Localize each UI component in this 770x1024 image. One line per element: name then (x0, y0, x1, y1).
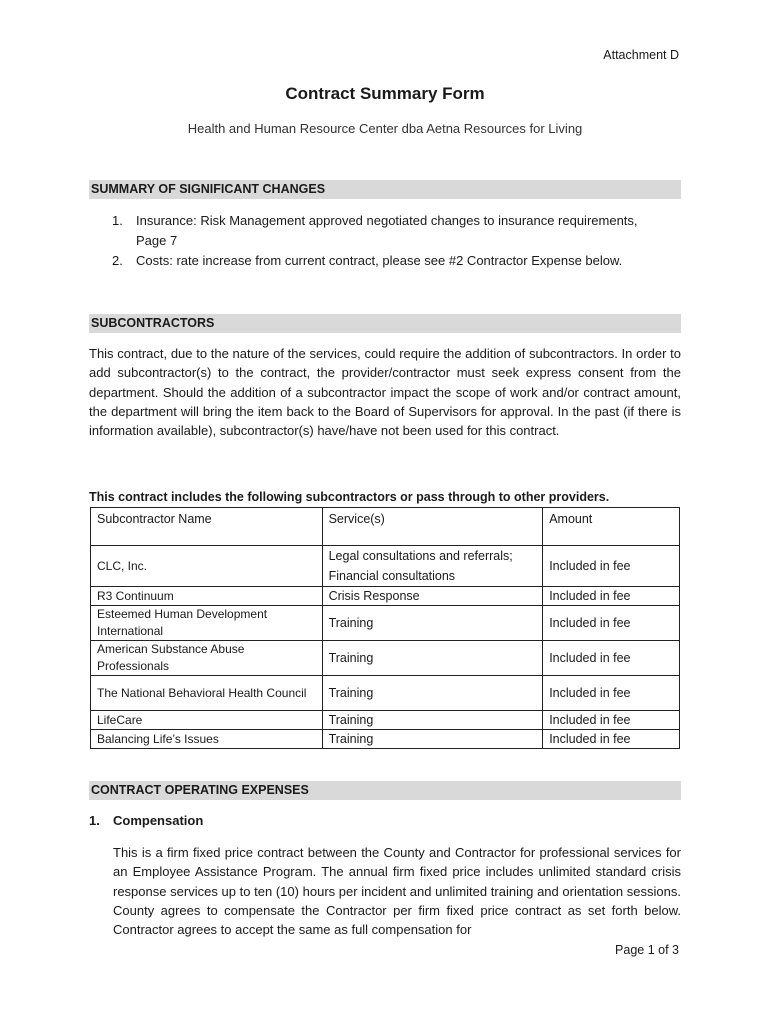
cell-name: CLC, Inc. (91, 546, 323, 587)
column-header: Amount (543, 508, 680, 546)
summary-list (112, 211, 682, 271)
column-header: Service(s) (322, 508, 543, 546)
page-number: Page 1 of 3 (615, 943, 679, 957)
expenses-heading: CONTRACT OPERATING EXPENSES (89, 781, 681, 800)
cell-name: The National Behavioral Health Council (91, 676, 323, 711)
cell-name: Esteemed Human Development International (91, 606, 323, 641)
table-row (91, 730, 680, 749)
cell-name: American Substance Abuse Professionals (91, 641, 323, 676)
cell-service: Crisis Response (322, 587, 543, 606)
heading-number: 1. (89, 813, 100, 828)
list-text: Costs: rate increase from current contract, please see #2 Contractor Expense below. (136, 253, 623, 268)
cell-amount: Included in fee (543, 730, 680, 749)
table-row (91, 641, 680, 676)
list-item (112, 251, 682, 271)
list-number: 1. (112, 213, 123, 228)
cell-name: LifeCare (91, 711, 323, 730)
list-number: 2. (112, 253, 123, 268)
column-header: Subcontractor Name (91, 508, 323, 546)
summary-heading: SUMMARY OF SIGNIFICANT CHANGES (89, 180, 681, 199)
table-row (91, 606, 680, 641)
table-header-row (91, 508, 680, 546)
cell-amount: Included in fee (543, 587, 680, 606)
compensation-paragraph: This is a firm fixed price contract between the County and Contractor for professional services for an Employee Assistance Program. The annual firm fixed price includes unlimited standard crisis response services up to ten (10) hours per incident and unlimited training and orientation sessions. County agrees to compensate the Contractor per firm fixed price contract as set forth below. Contractor agrees to accept the same as full compensation for (113, 845, 681, 938)
cell-name: R3 Continuum (91, 587, 323, 606)
cell-service: Training (322, 606, 543, 641)
cell-name: Balancing Life’s Issues (91, 730, 323, 749)
subcontractors-paragraph: This contract, due to the nature of the services, could require the addition of subcontractors. In order to add subcontractor(s) to the contract, the provider/contractor must seek express consent from the department. Should the addition of a subcontractor impact the scope of work and/or contract amount, the department will bring the item back to the Board of Supervisors for approval. In the past (if there is information available), subcontractor(s) have/have not been used for this contract. (89, 346, 681, 439)
cell-amount: Included in fee (543, 546, 680, 587)
cell-amount: Included in fee (543, 676, 680, 711)
cell-amount: Included in fee (543, 641, 680, 676)
list-item (112, 211, 682, 251)
table-row (91, 676, 680, 711)
list-text: Insurance: Risk Management approved negotiated changes to insurance requirements, (136, 213, 638, 228)
cell-service: Legal consultations and referrals; Financial consultations (322, 546, 543, 587)
cell-service: Training (322, 641, 543, 676)
cell-amount: Included in fee (543, 711, 680, 730)
cell-service: Training (322, 676, 543, 711)
table-caption: This contract includes the following subcontractors or pass through to other providers. (89, 490, 610, 504)
heading-text: Compensation (113, 813, 204, 828)
cell-amount: Included in fee (543, 606, 680, 641)
table-row (91, 587, 680, 606)
page-subtitle: Health and Human Resource Center dba Aetna Resources for Living (187, 121, 583, 136)
compensation-heading (89, 813, 203, 828)
table-row (91, 546, 680, 587)
list-text-continued: Page 7 (136, 233, 178, 248)
cell-service: Training (322, 730, 543, 749)
page-title: Contract Summary Form (285, 84, 485, 103)
attachment-label: Attachment D (603, 48, 679, 62)
cell-service: Training (322, 711, 543, 730)
subcontractors-heading: SUBCONTRACTORS (89, 314, 681, 333)
subcontractors-table (90, 507, 680, 749)
table-row (91, 711, 680, 730)
